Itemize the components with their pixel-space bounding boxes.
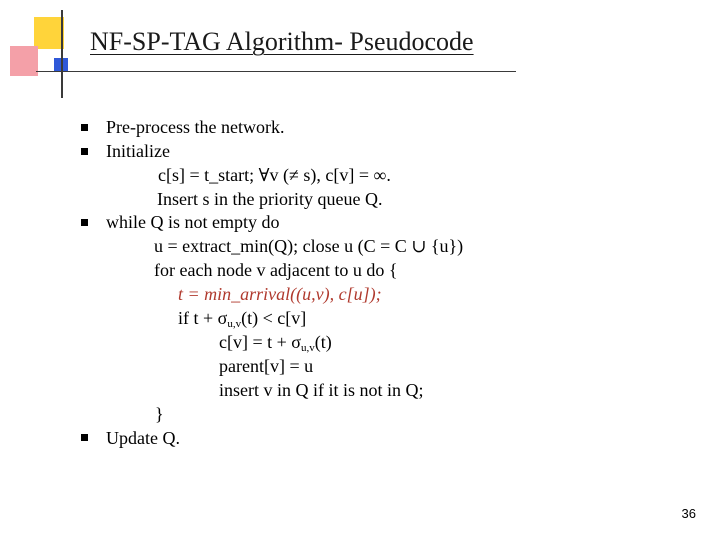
decor-vertical-line	[61, 10, 63, 98]
page-number: 36	[681, 506, 696, 521]
pseudocode-line-preprocess: Pre-process the network.	[106, 117, 285, 137]
if-subscript: u,v	[227, 318, 242, 330]
slide-title-text: NF-SP-TAG Algorithm- Pseudocode	[90, 27, 474, 56]
square-bullet-icon	[81, 434, 88, 441]
pseudocode-line-initialize: Initialize	[106, 141, 170, 161]
update-subscript: u,v	[300, 342, 315, 354]
decor-yellow-square	[34, 17, 64, 49]
square-bullet-icon	[81, 148, 88, 155]
square-bullet-icon	[81, 219, 88, 226]
decor-horizontal-line	[36, 71, 516, 72]
square-bullet-icon	[81, 124, 88, 131]
if-text-post: (t) < c[v]	[241, 308, 307, 328]
update-text-post: (t)	[314, 332, 332, 352]
pseudocode-line-insert-s: Insert s in the priority queue Q.	[157, 189, 383, 209]
pseudocode-line-update-c	[219, 331, 332, 354]
pseudocode-line-for-each: for each node v adjacent to u do {	[154, 260, 398, 280]
update-text-pre: c[v] = t + σ	[219, 332, 301, 352]
pseudocode-line-while: while Q is not empty do	[106, 212, 280, 232]
if-text-pre: if t + σ	[178, 308, 228, 328]
pseudocode-line-init-c: c[s] = t_start; ∀v (≠ s), c[v] = ∞.	[158, 165, 391, 185]
pseudocode-line-t-assign: t = min_arrival((u,v), c[u]);	[178, 284, 382, 304]
pseudocode-line-insert-v: insert v in Q if it is not in Q;	[219, 380, 424, 400]
pseudocode-line-close-brace: }	[155, 404, 164, 424]
pseudocode-line-update-q: Update Q.	[106, 428, 180, 448]
pseudocode-line-extract: u = extract_min(Q); close u (C = C ∪ {u})	[154, 236, 464, 256]
pseudocode-line-if	[178, 307, 306, 330]
pseudocode-line-parent: parent[v] = u	[219, 356, 314, 376]
decor-red-square	[10, 46, 38, 76]
slide-title	[90, 26, 474, 58]
